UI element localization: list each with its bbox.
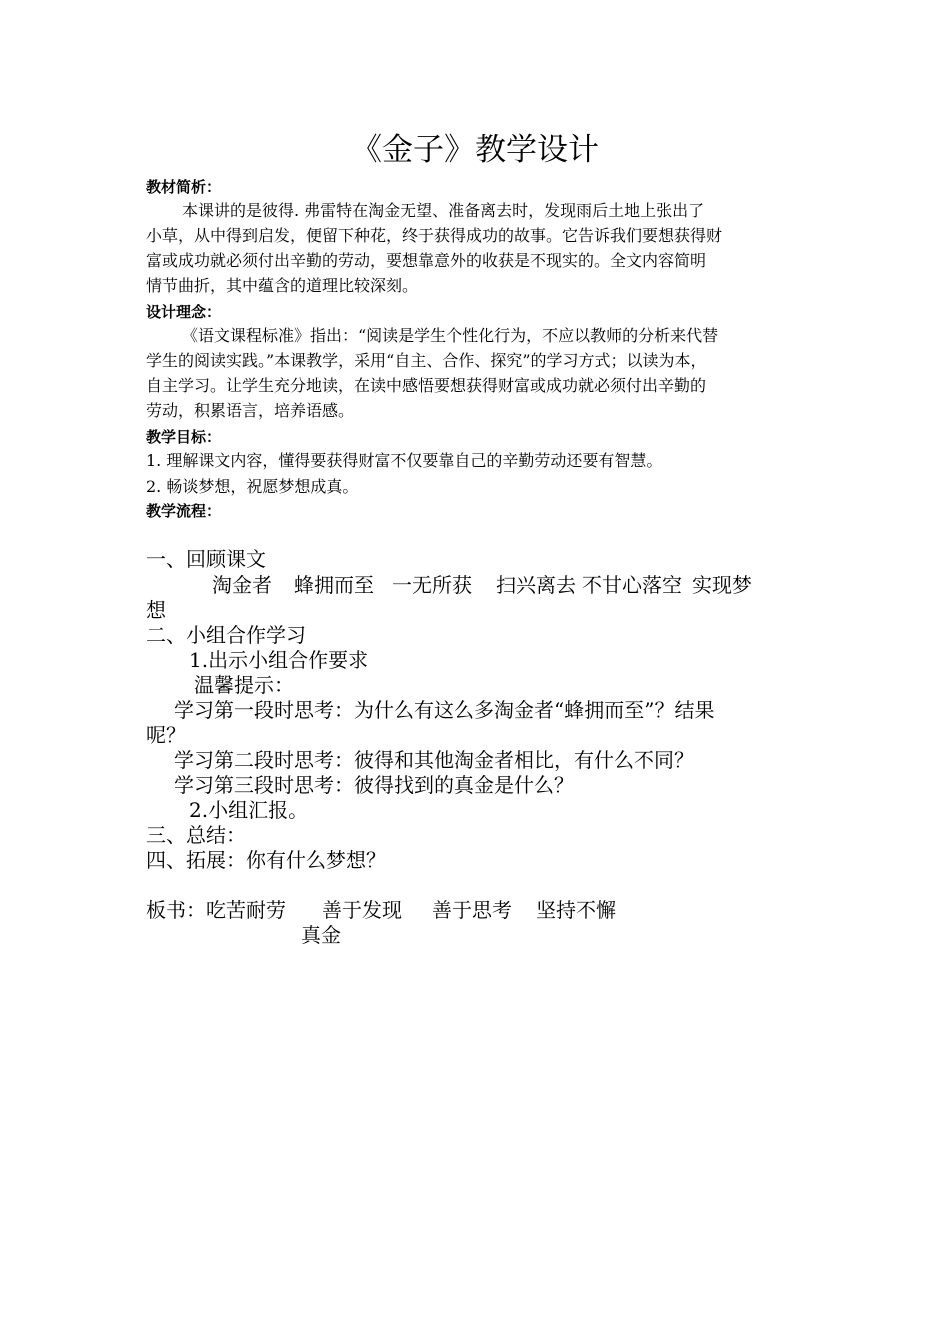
board-label: 板书：: [146, 898, 206, 922]
intro-line-4: 情节曲折，其中蕴含的道理比较深刻。: [146, 276, 419, 295]
board-item-2: 善于发现: [322, 898, 402, 922]
flow-section-1-wrap: 想: [146, 598, 166, 622]
flow-section-2: 二、小组合作学习: [146, 623, 306, 647]
board-item-1: 吃苦耐劳: [206, 898, 286, 922]
flow-question-1: 学习第一段时思考：为什么有这么多淘金者“蜂拥而至”？结果: [174, 698, 715, 722]
concept-line-2: 学生的阅读实践。”本课教学，采用“自主、合作、探究”的学习方式；以读为本，: [146, 351, 707, 370]
flow-section-3: 三、总结：: [146, 823, 246, 847]
goal-item-1: 1. 理解课文内容，懂得要获得财富不仅要靠自己的辛勤劳动还要有智慧。: [146, 451, 663, 470]
flow-section-2-2: 2.小组汇报。: [189, 798, 309, 822]
flow-question-2: 学习第二段时思考：彼得和其他淘金者相比，有什么不同？: [174, 748, 694, 772]
board-item-4: 坚持不懈: [536, 898, 616, 922]
word-2: 蜂拥而至: [294, 573, 374, 597]
board-center: 真金: [301, 923, 341, 947]
board-line: [146, 898, 616, 923]
heading-flow: 教学流程：: [146, 502, 222, 520]
flow-section-1: 一、回顾课文: [146, 547, 266, 571]
intro-line-2: 小草，从中得到启发，便留下种花，终于获得成功的故事。它告诉我们要想获得财: [146, 226, 723, 245]
flow-section-4: 四、拓展：你有什么梦想？: [146, 848, 386, 872]
word-5: 不甘心落空: [582, 573, 682, 597]
concept-line-3: 自主学习。让学生充分地读，在读中感悟要想获得财富或成功就必须付出辛勤的: [146, 376, 707, 395]
goal-item-2: 2. 畅谈梦想，祝愿梦想成真。: [146, 477, 359, 496]
heading-concept: 设计理念：: [146, 303, 222, 321]
flow-section-1-words: [212, 573, 752, 598]
concept-line-1: 《语文课程标准》指出：“阅读是学生个性化行为，不应以教师的分析来代替: [182, 326, 719, 345]
word-3: 一无所获: [392, 573, 472, 597]
flow-section-2-1: 1.出示小组合作要求: [189, 648, 369, 672]
intro-line-1: 本课讲的是彼得. 弗雷特在淘金无望、准备离去时，发现雨后土地上张出了: [182, 201, 705, 220]
concept-line-4: 劳动，积累语言，培养语感。: [146, 401, 355, 420]
word-4: 扫兴离去: [496, 573, 576, 597]
word-1: 淘金者: [212, 573, 272, 597]
flow-question-1-wrap: 呢？: [146, 723, 186, 747]
intro-line-3: 富或成功就必须付出辛勤的劳动，要想靠意外的收获是不现实的。全文内容简明: [146, 251, 707, 270]
heading-intro: 教材简析：: [146, 178, 222, 196]
word-6: 实现梦: [692, 573, 752, 597]
flow-tip: 温馨提示：: [194, 673, 294, 697]
document-title: 《金子》教学设计: [351, 132, 599, 168]
flow-question-3: 学习第三段时思考：彼得找到的真金是什么？: [174, 773, 574, 797]
board-item-3: 善于思考: [432, 898, 512, 922]
heading-goals: 教学目标：: [146, 428, 222, 446]
